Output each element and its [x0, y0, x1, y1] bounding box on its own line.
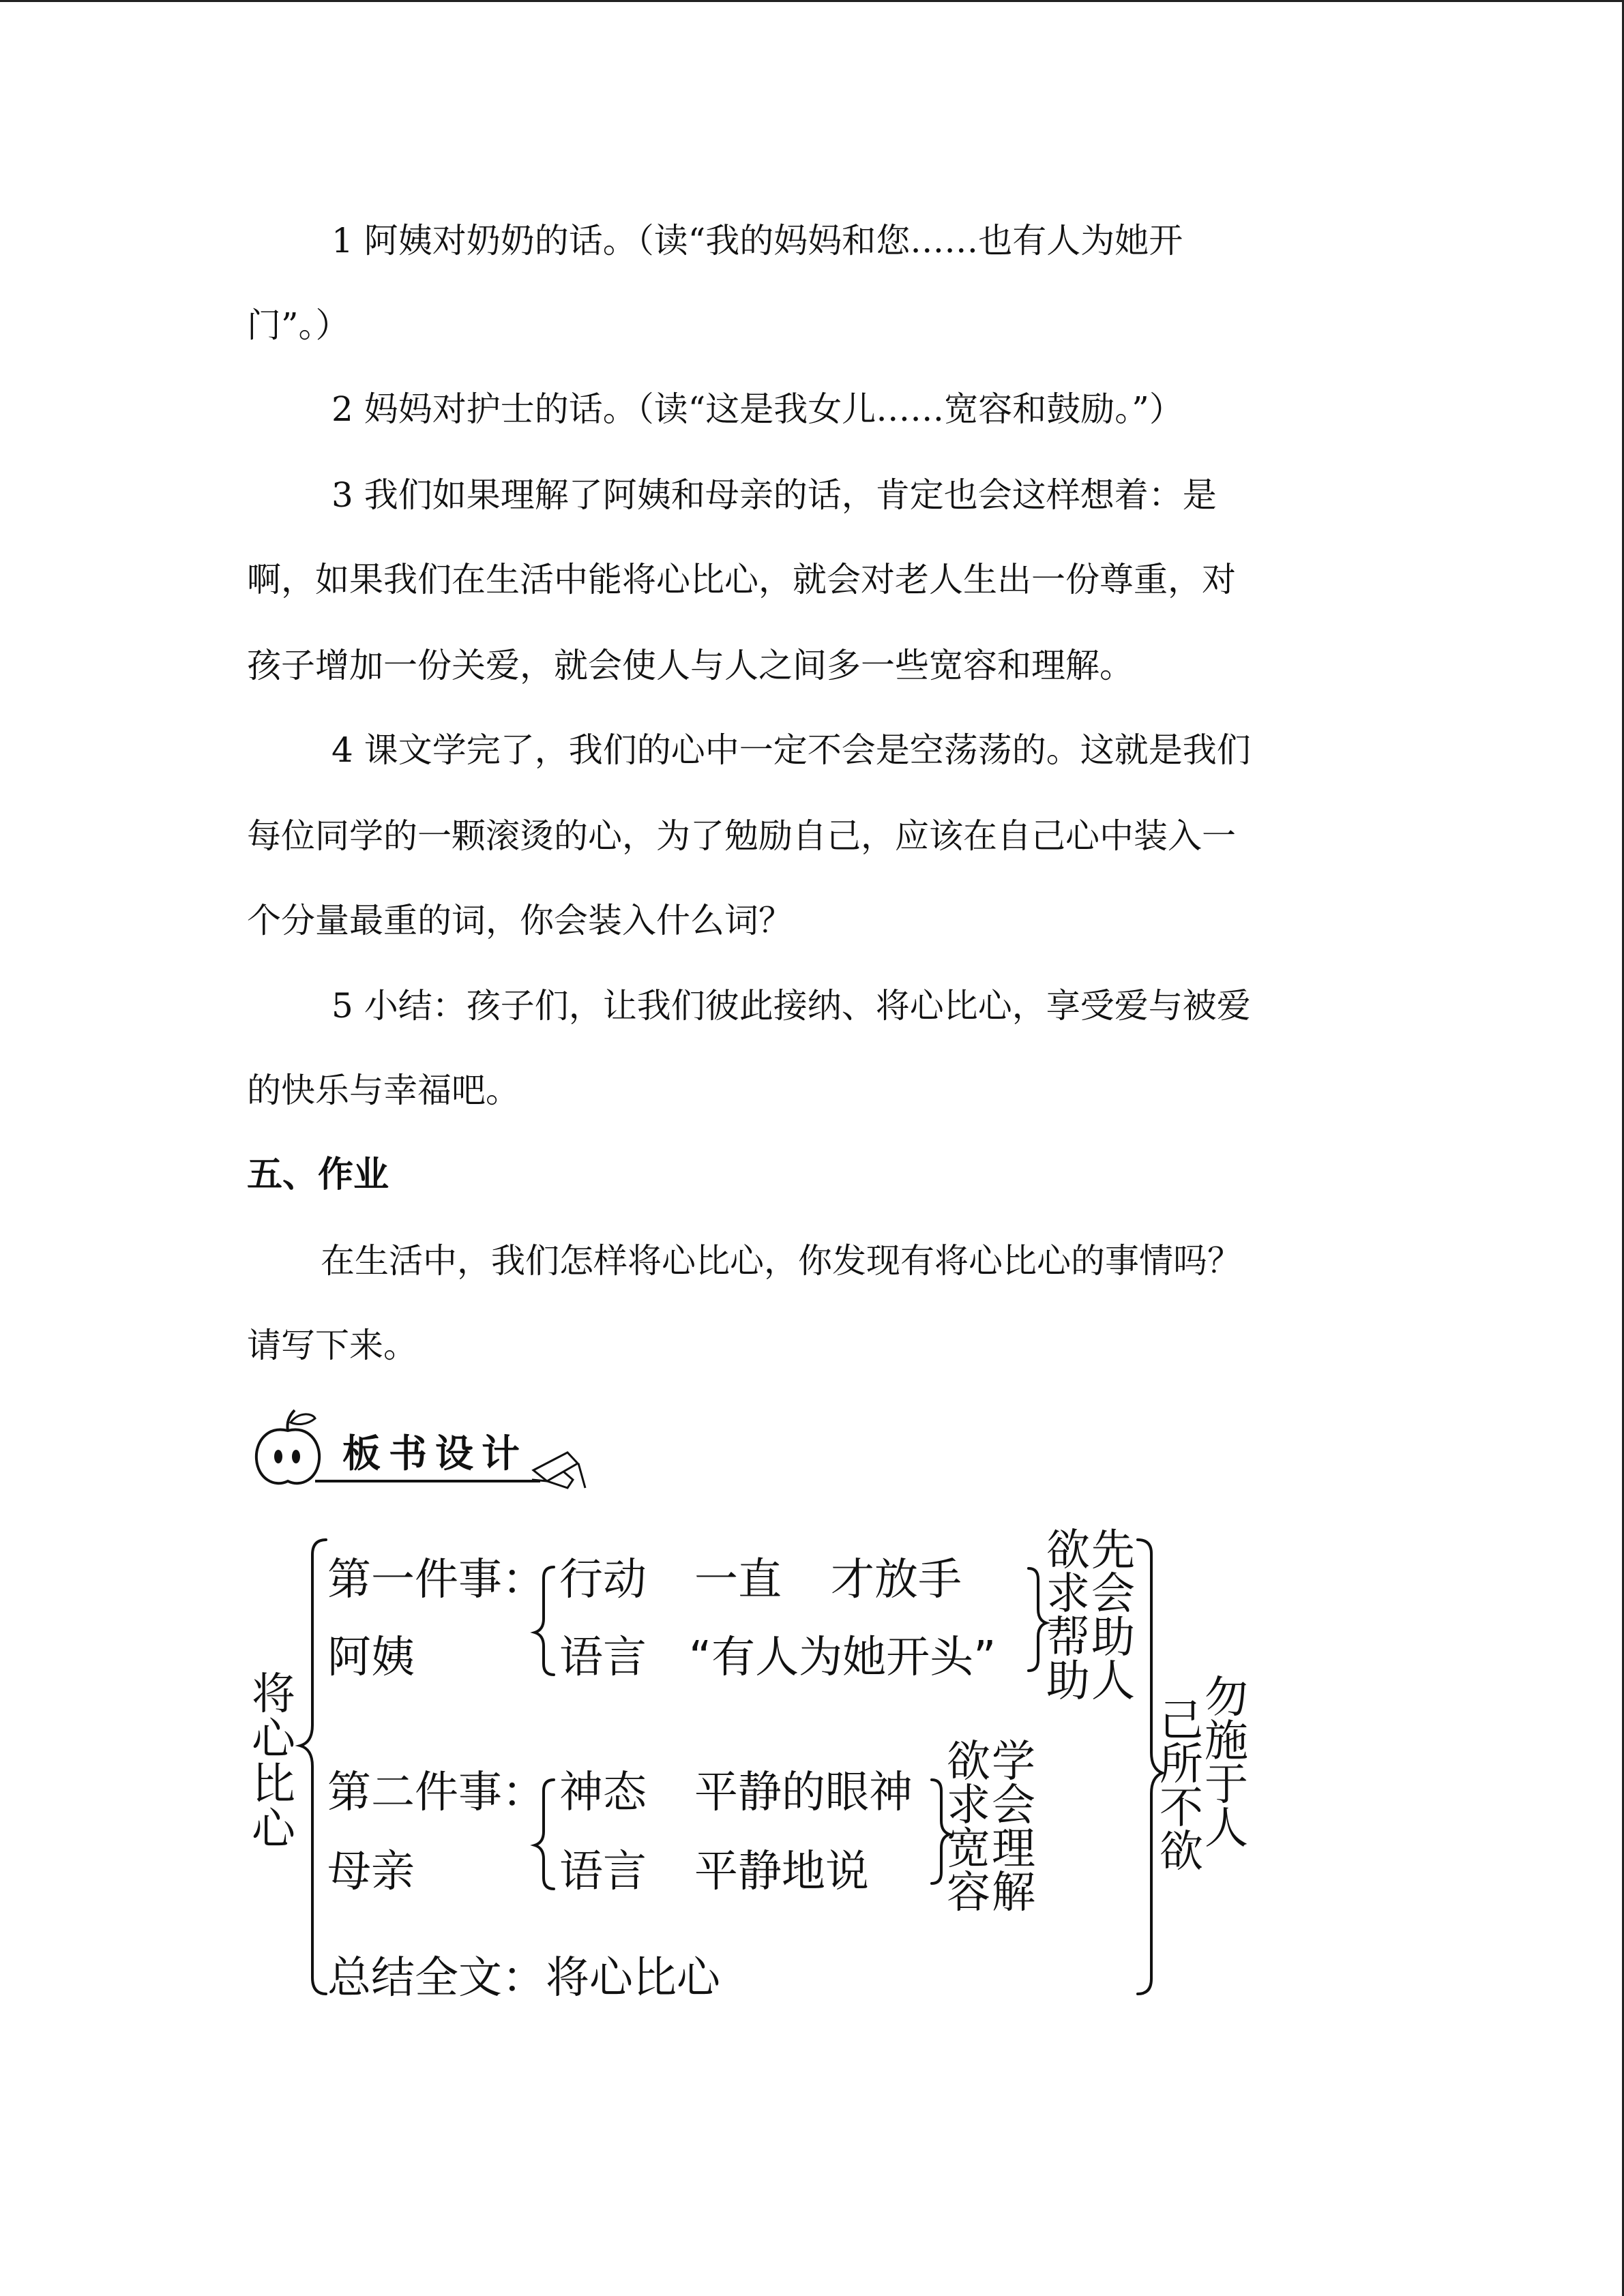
conclusion: 总结全文：将心比心 — [327, 1953, 720, 2003]
final-maxim-col2: 勿施于人 — [1205, 1673, 1248, 1854]
event1-row2-label: 语言 — [559, 1632, 647, 1683]
paragraph-4-line-2: 每位同学的一颗滚烫的心，为了勉励自己，应该在自己心中装入一 — [247, 816, 1236, 856]
event1-row1-b: 才放手 — [831, 1555, 962, 1605]
homework-line-1: 在生活中，我们怎样将心比心，你发现有将心比心的事情吗？ — [321, 1241, 1241, 1281]
board-root-title: 将心比心 — [252, 1669, 295, 1855]
event1-title: 第一件事： — [327, 1555, 546, 1605]
event2-row1-label: 神态 — [559, 1768, 647, 1818]
event1-row1-label: 行动 — [559, 1555, 647, 1605]
paragraph-2-line-1: 2 妈妈对护士的话。（读“这是我女儿……宽容和鼓励。”） — [331, 389, 1183, 429]
event1-row1-a: 一直 — [694, 1555, 782, 1605]
board-design-title: 板书设计 — [342, 1432, 528, 1476]
final-maxim-col1: 己所不欲 — [1160, 1696, 1203, 1877]
paragraph-4-line-3: 个分量最重的词，你会装入什么词？ — [247, 901, 793, 940]
event2-row2-text: 平静地说 — [694, 1847, 869, 1897]
event2-title: 第二件事： — [327, 1768, 546, 1818]
event2-summary-col2: 学会理解 — [992, 1737, 1035, 1918]
paragraph-5-line-2: 的快乐与幸福吧。 — [247, 1071, 520, 1110]
event1-summary-col1: 欲求帮助 — [1046, 1525, 1090, 1707]
paragraph-1-line-1: 1 阿姨对奶奶的话。（读“我的妈妈和您……也有人为她开 — [331, 221, 1183, 260]
paragraph-3-line-3: 孩子增加一份关爱，就会使人与人之间多一些宽容和理解。 — [247, 646, 1134, 685]
paragraph-1-line-2: 门”。） — [247, 305, 350, 345]
paragraph-3-line-2: 啊，如果我们在生活中能将心比心，就会对老人生出一份尊重，对 — [247, 560, 1236, 599]
event2-row1-text: 平静的眼神 — [694, 1768, 913, 1818]
event1-row2-quote: “有人为她开头” — [689, 1632, 996, 1683]
event2-row2-label: 语言 — [559, 1847, 647, 1897]
event2-person: 母亲 — [327, 1847, 415, 1897]
paragraph-3-line-1: 3 我们如果理解了阿姨和母亲的话，肯定也会这样想着：是 — [331, 475, 1217, 515]
homework-line-2: 请写下来。 — [247, 1326, 417, 1365]
paragraph-4-line-1: 4 课文学完了，我们的心中一定不会是空荡荡的。这就是我们 — [331, 730, 1251, 770]
paragraph-5-line-1: 5 小结：孩子们，让我们彼此接纳、将心比心，享受爱与被爱 — [331, 986, 1251, 1026]
event1-summary-col2: 先会助人 — [1091, 1525, 1135, 1707]
event2-summary-col1: 欲求宽容 — [947, 1737, 990, 1918]
event1-person: 阿姨 — [327, 1632, 415, 1683]
homework-heading: 五、作业 — [247, 1154, 389, 1195]
